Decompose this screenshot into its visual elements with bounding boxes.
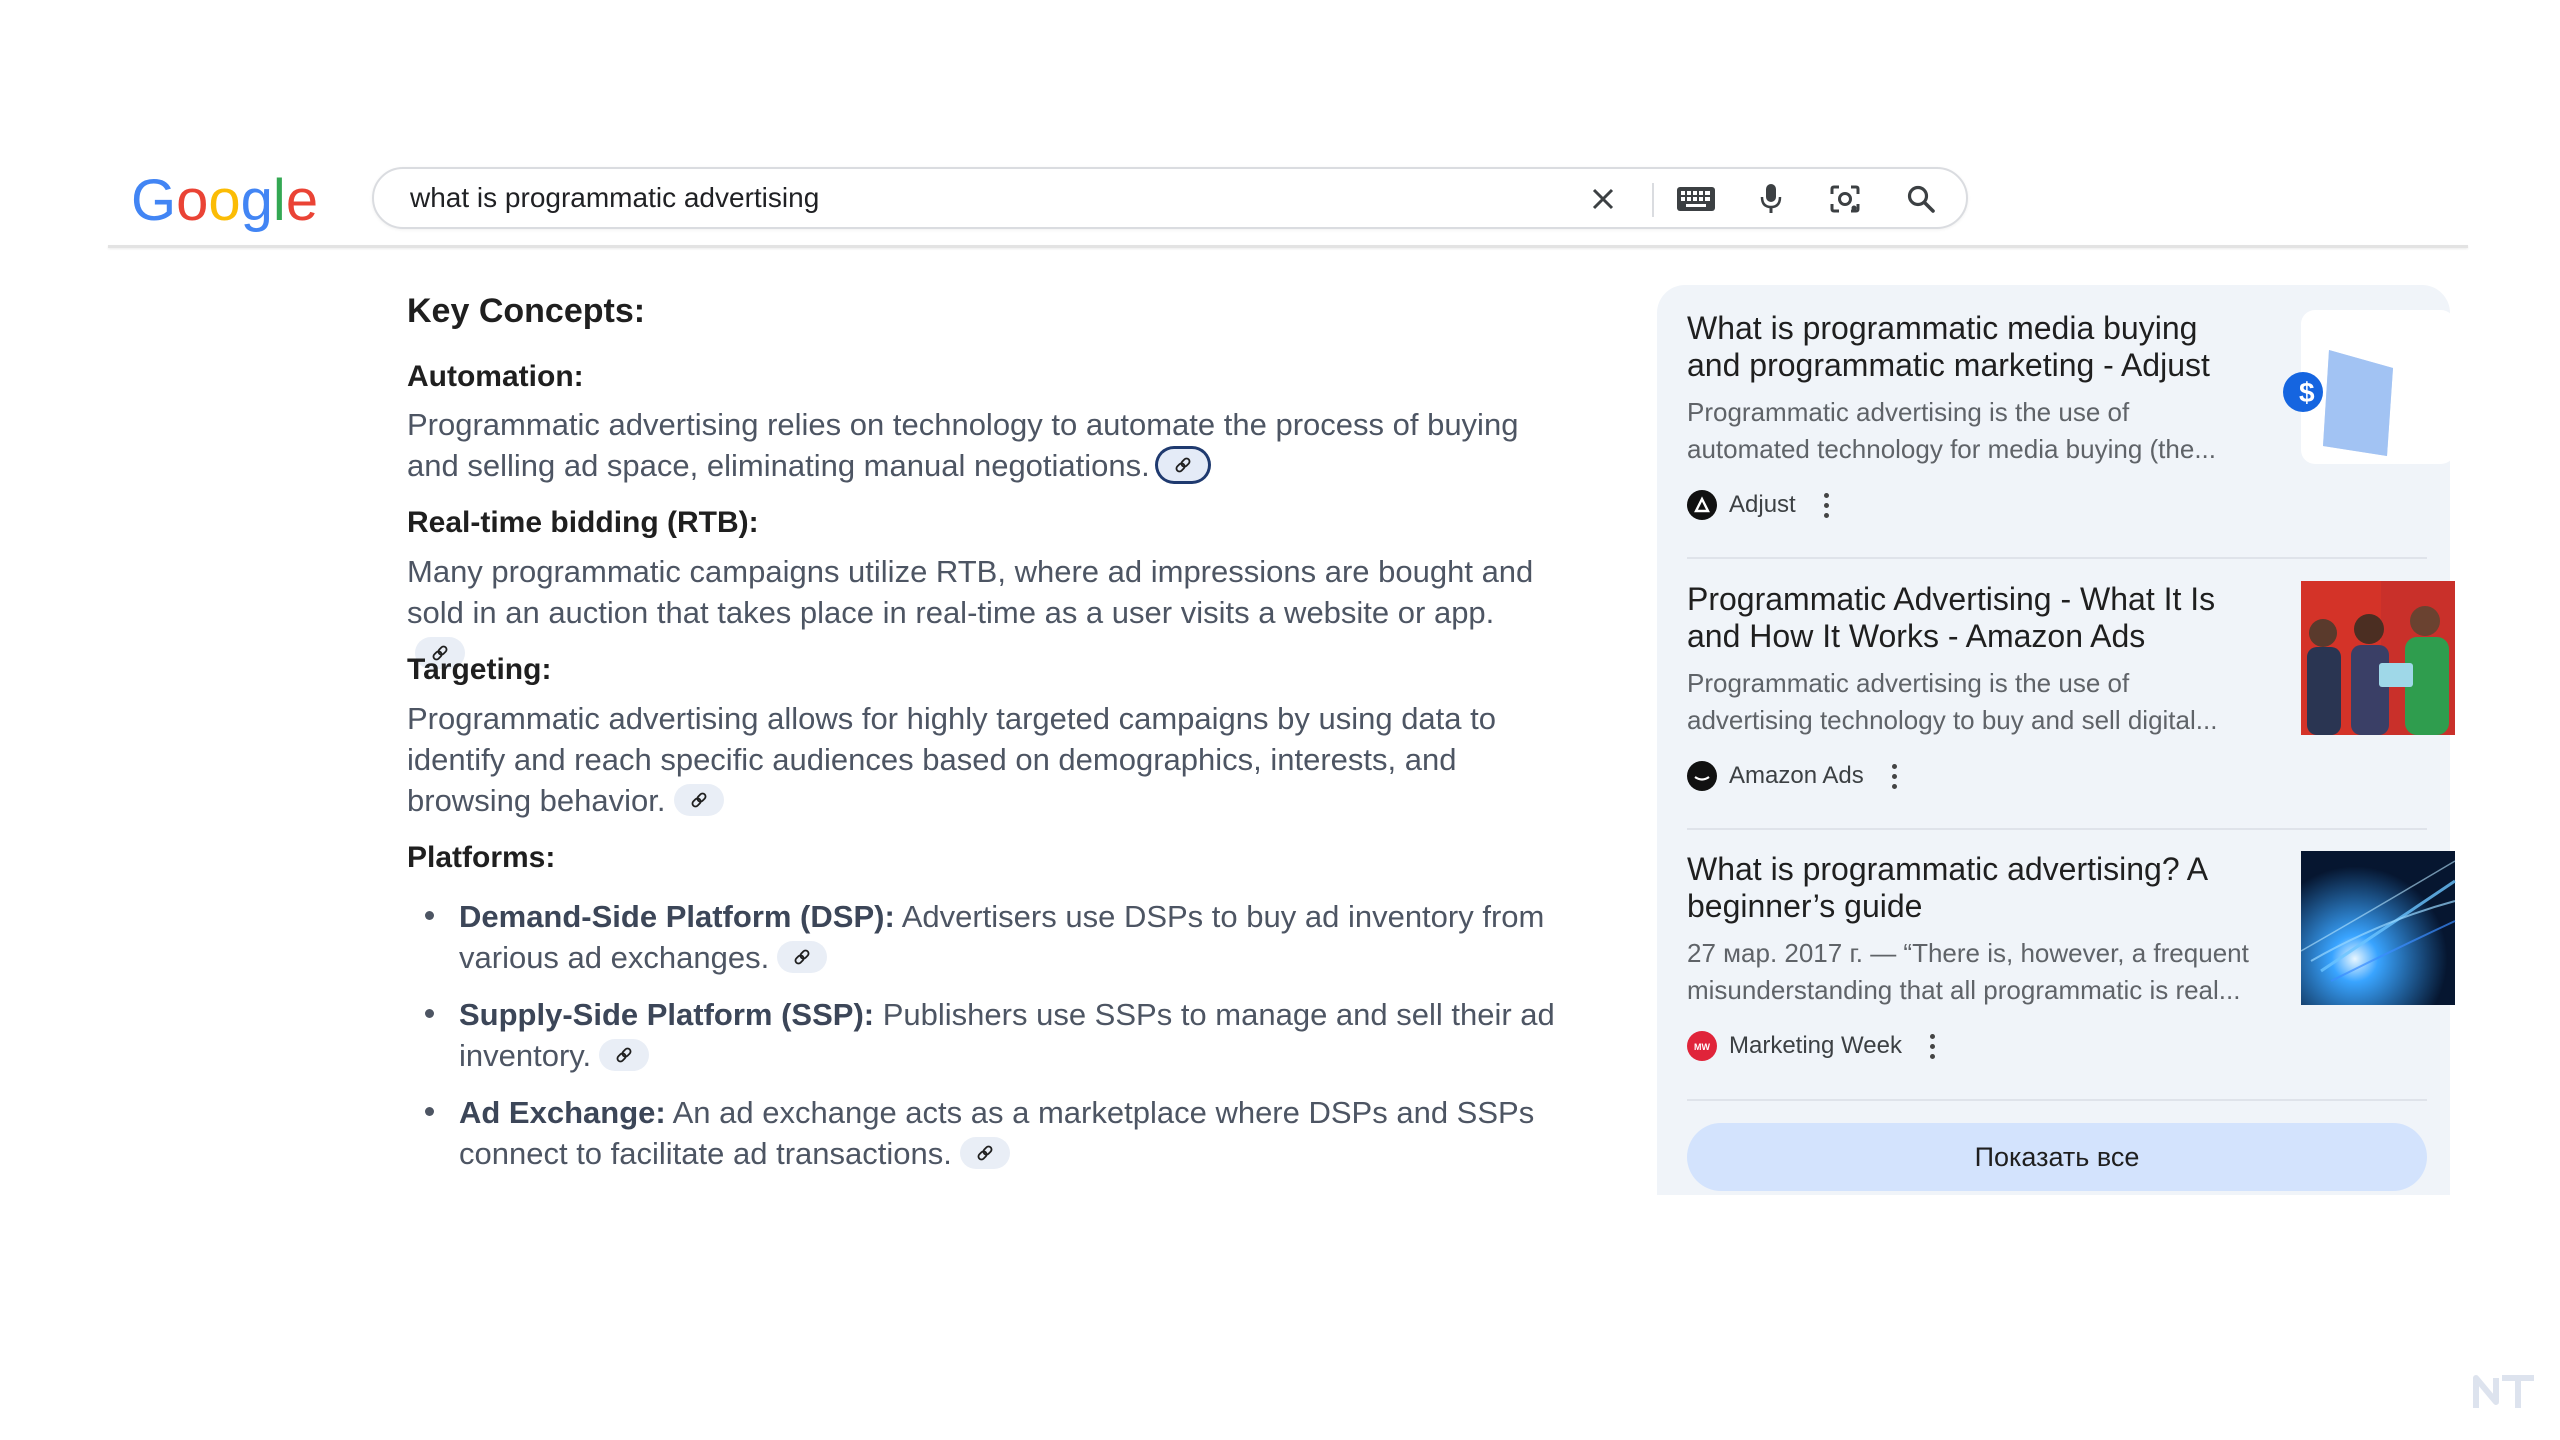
sources-panel xyxy=(1657,285,2450,1195)
list-item xyxy=(407,994,1567,1076)
platform-text: Advertisers use DSPs to buy ad inventory from various ad exchanges. xyxy=(459,899,1545,975)
platforms-list xyxy=(407,896,1567,1190)
platform-text: Publishers use SSPs to manage and sell their ad inventory. xyxy=(459,997,1555,1073)
google-logo[interactable] xyxy=(131,168,319,234)
source-link-button[interactable] xyxy=(777,941,827,973)
search-icon[interactable] xyxy=(1904,182,1938,216)
amazon-favicon-icon xyxy=(1687,761,1717,791)
source-card-thumbnail[interactable] xyxy=(2301,851,2455,1005)
card-divider xyxy=(1687,1099,2427,1101)
link-icon xyxy=(975,1143,995,1163)
source-card-source xyxy=(1687,1031,1935,1061)
section-title-platforms: Platforms: xyxy=(407,841,556,874)
source-card-title[interactable]: What is programmatic media buying and programmatic marketing - Adjust xyxy=(1687,310,2210,383)
bullet-dot xyxy=(425,1107,434,1116)
link-icon xyxy=(1173,455,1193,475)
source-link-button[interactable] xyxy=(599,1039,649,1071)
source-card-adjust[interactable] xyxy=(1687,310,2427,550)
svg-text:MW: MW xyxy=(1694,1042,1710,1052)
key-concepts-heading: Key Concepts: xyxy=(407,292,646,330)
section-title-rtb: Real-time bidding (RTB): xyxy=(407,506,759,539)
source-card-source xyxy=(1687,490,1829,520)
list-item xyxy=(407,896,1567,978)
link-icon xyxy=(689,790,709,810)
more-options-icon[interactable] xyxy=(1824,493,1829,518)
header-divider xyxy=(108,245,2468,248)
section-text-targeting xyxy=(407,698,1547,821)
section-text-automation xyxy=(407,404,1547,486)
source-card-source xyxy=(1687,761,1897,791)
section-title-automation: Automation: xyxy=(407,360,584,393)
more-options-icon[interactable] xyxy=(1892,764,1897,789)
source-link-button[interactable] xyxy=(674,784,724,816)
platform-term: Demand-Side Platform (DSP): xyxy=(459,899,895,934)
link-icon xyxy=(614,1045,634,1065)
section-text: Programmatic advertising relies on technology to automate the process of buying and selling ad space, eliminating manual negotiations. xyxy=(407,407,1519,483)
source-name: Amazon Ads xyxy=(1729,762,1864,789)
list-item xyxy=(407,1092,1567,1174)
clear-icon[interactable] xyxy=(1586,182,1620,216)
platform-term: Ad Exchange: xyxy=(459,1095,666,1130)
card-divider xyxy=(1687,557,2427,559)
search-input[interactable] xyxy=(410,169,1590,227)
platform-term: Supply-Side Platform (SSP): xyxy=(459,997,875,1032)
section-title-targeting: Targeting: xyxy=(407,653,552,686)
bullet-dot xyxy=(425,1009,434,1018)
section-text: Many programmatic campaigns utilize RTB, where ad impressions are bought and sold in an auction that takes place in real-time as a user visits a website or app. xyxy=(407,554,1534,630)
source-name: Marketing Week xyxy=(1729,1032,1902,1059)
marketing-week-favicon-icon xyxy=(1687,1031,1717,1061)
nt-watermark-icon xyxy=(2472,1372,2538,1412)
section-text-rtb xyxy=(407,551,1547,674)
source-link-button[interactable] xyxy=(1158,449,1208,481)
source-card-snippet: Programmatic advertising is the use of automated technology for media buying (the... xyxy=(1687,397,2216,464)
section-text: Programmatic advertising allows for highly targeted campaigns by using data to identify and reach specific audiences based on demographics, interests, and browsing behavior. xyxy=(407,701,1496,818)
source-card-thumbnail[interactable] xyxy=(2301,310,2455,464)
platform-text: An ad exchange acts as a marketplace where DSPs and SSPs connect to facilitate ad transactions. xyxy=(459,1095,1535,1171)
source-card-thumbnail[interactable] xyxy=(2301,581,2455,735)
search-box xyxy=(372,167,1968,229)
svg-text:Google: Google xyxy=(131,168,319,233)
lens-camera-icon[interactable] xyxy=(1828,182,1862,216)
more-options-icon[interactable] xyxy=(1930,1034,1935,1059)
source-name: Adjust xyxy=(1729,491,1796,518)
card-divider xyxy=(1687,828,2427,830)
search-divider xyxy=(1652,183,1654,217)
link-icon xyxy=(792,947,812,967)
adjust-favicon-icon xyxy=(1687,490,1717,520)
bullet-dot xyxy=(425,911,434,920)
source-card-snippet: 27 мар. 2017 г. — “There is, however, a frequent misunderstanding that all programmatic is real... xyxy=(1687,938,2249,1005)
source-link-button[interactable] xyxy=(960,1137,1010,1169)
source-card-snippet: Programmatic advertising is the use of advertising technology to buy and sell digital... xyxy=(1687,668,2218,735)
show-all-button[interactable]: Показать все xyxy=(1687,1123,2427,1191)
source-card-title[interactable]: Programmatic Advertising - What It Is and How It Works - Amazon Ads xyxy=(1687,581,2216,654)
source-card-marketing-week[interactable] xyxy=(1687,851,2427,1091)
svg-text:$: $ xyxy=(2299,377,2315,408)
keyboard-icon[interactable] xyxy=(1674,182,1718,216)
source-card-title[interactable]: What is programmatic advertising? A beginner’s guide xyxy=(1687,851,2207,924)
microphone-icon[interactable] xyxy=(1754,182,1788,216)
source-card-amazon-ads[interactable] xyxy=(1687,581,2427,821)
